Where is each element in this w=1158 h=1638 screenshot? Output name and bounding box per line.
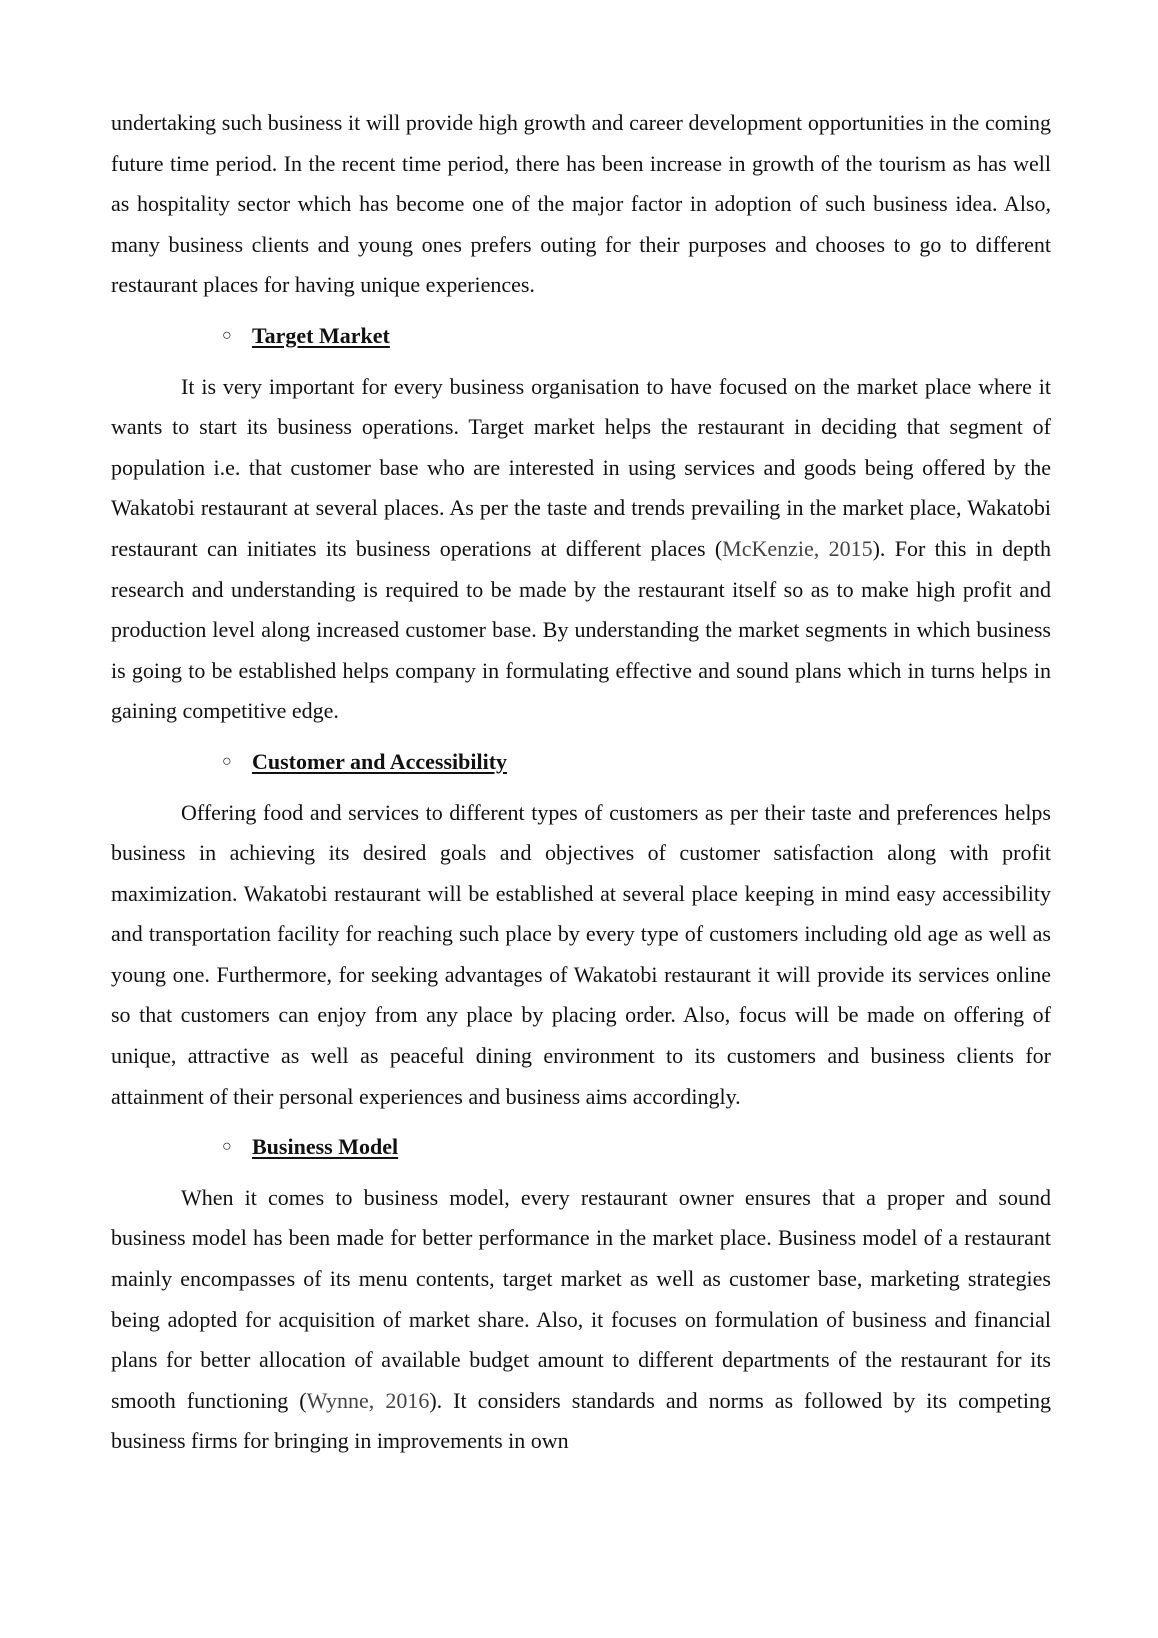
citation-mckenzie: McKenzie, 2015: [722, 535, 873, 561]
business-model-text-part-1: When it comes to business model, every restaurant owner ensures that a proper and sound business model has been made for better performance in the market place. Business model of a restaurant mainly encompasses of its menu contents, target market as well as customer base, marketing strategies being adopted for acquisition of market share. Also, it focuses on formulation of business and financial plans for better allocation of available budget amount to different departments of the restaurant for its smooth functioning (: [111, 1184, 1051, 1413]
target-market-text-part-2: ). For this in depth research and understanding is required to be made by the restaurant itself so as to make high profit and production level along increased customer base. By understanding the market segments in which business is going to be established helps company in formulating effective and sound plans which in turns helps in gaining competitive edge.: [111, 535, 1051, 724]
hollow-circle-bullet-icon: ○: [222, 1138, 232, 1156]
hollow-circle-bullet-icon: ○: [222, 752, 232, 770]
target-market-heading-text: Target Market: [252, 322, 390, 348]
customer-accessibility-heading-text: Customer and Accessibility: [252, 748, 508, 774]
target-market-text-part-1: It is very important for every business organisation to have focused on the market place where it wants to start its business operations. Target market helps the restaurant in deciding that segment of population i.e. that customer base who are interested in using services and goods being offered by the Wakatobi restaurant at several places. As per the taste and trends prevailing in the market place, Wakatobi restaurant can initiates its business operations at different places (: [111, 373, 1051, 561]
customer-accessibility-paragraph: Offering food and services to different types of customers as per their taste and preferences helps business in achieving its desired goals and objectives of customer satisfaction along with profit maximization. Wakatobi restaurant will be established at several place keeping in mind easy accessibility and transportation facility for reaching such place by every type of customers including old age as well as young one. Furthermore, for seeking advantages of Wakatobi restaurant it will provide its services online so that customers can enjoy from any place by placing order. Also, focus will be made on offering of unique, attractive as well as peaceful dining environment to its customers and business clients for attainment of their personal experiences and business aims accordingly.: [111, 799, 1051, 1109]
hollow-circle-bullet-icon: ○: [222, 326, 232, 344]
business-model-heading: [111, 1127, 1051, 1168]
citation-wynne: Wynne, 2016: [306, 1387, 430, 1413]
business-model-heading-text: Business Model: [252, 1134, 399, 1160]
document-page: [111, 103, 1051, 1462]
customer-accessibility-heading: [111, 742, 1051, 783]
intro-paragraph: undertaking such business it will provide high growth and career development opportunities in the coming future time period. In the recent time period, there has been increase in growth of the tourism as has well as hospitality sector which has become one of the major factor in adoption of such business idea. Also, many business clients and young ones prefers outing for their purposes and chooses to go to different restaurant places for having unique experiences.: [111, 110, 1051, 298]
target-market-heading: [111, 316, 1051, 357]
target-market-paragraph: [111, 367, 1051, 732]
business-model-text-part-2: ). It considers standards and norms as followed by its competing business firms for bringing in improvements in own: [111, 1387, 1051, 1454]
business-model-paragraph: [111, 1178, 1051, 1462]
